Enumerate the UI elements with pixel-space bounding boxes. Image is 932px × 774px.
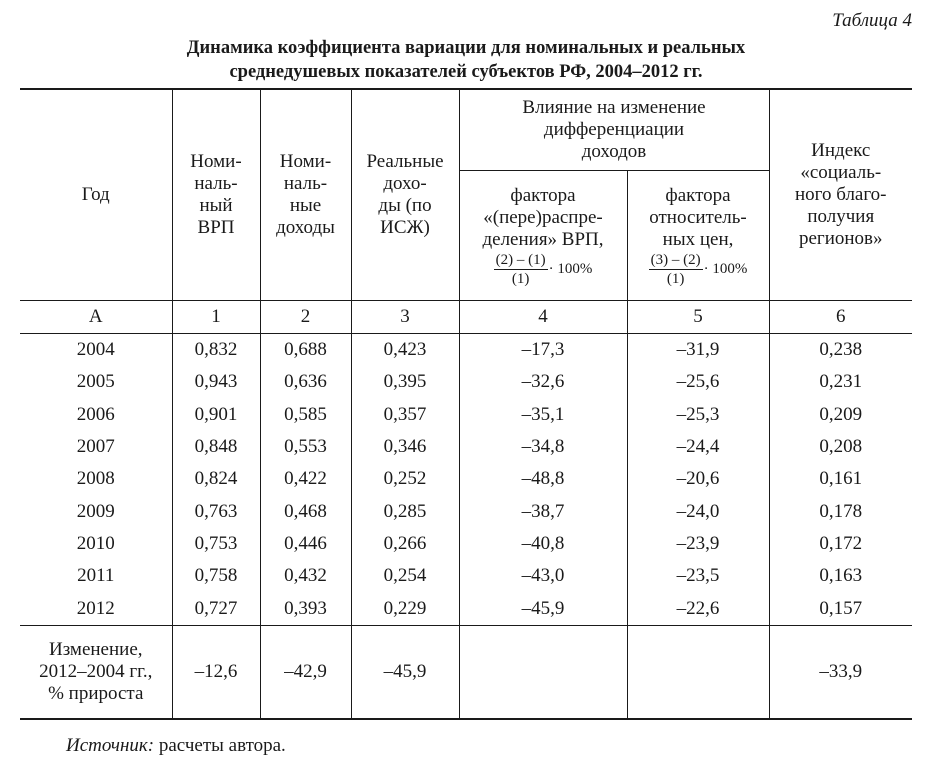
data-cell: 0,585	[260, 399, 351, 431]
column-number-row	[20, 301, 912, 334]
year-cell: 2008	[20, 463, 172, 495]
data-cell: –34,8	[459, 431, 627, 463]
change-cell: –45,9	[351, 625, 459, 719]
header-nominal-income	[260, 89, 351, 301]
data-cell: 0,231	[819, 371, 863, 393]
source-label: Источник:	[66, 735, 155, 756]
formula-multiplier: · 100%	[548, 261, 593, 277]
header-line: фактора	[510, 184, 576, 206]
header-real-income	[351, 89, 459, 301]
data-cell: 0,824	[172, 463, 260, 495]
data-cell: –23,5	[627, 560, 769, 592]
data-cell: 0,446	[260, 528, 351, 560]
data-cell: –24,4	[627, 431, 769, 463]
data-cell: –25,3	[627, 399, 769, 431]
header-year: Год	[20, 89, 172, 301]
data-cell: 0,357	[351, 399, 459, 431]
change-label-line: % прироста	[48, 682, 144, 704]
table-row	[20, 399, 912, 431]
table-row	[20, 592, 912, 625]
data-cell: –40,8	[459, 528, 627, 560]
column-number: 4	[459, 301, 627, 334]
source-note	[66, 735, 286, 757]
year-cell: 2005	[20, 366, 172, 398]
header-line: Номи-	[190, 151, 242, 172]
data-cell: 0,208	[819, 436, 863, 458]
header-line: Номи-	[279, 151, 332, 172]
data-cell: –43,0	[459, 560, 627, 592]
year-cell: 2009	[20, 495, 172, 527]
change-cell-empty	[459, 625, 627, 719]
year-cell: 2006	[20, 399, 172, 431]
title-line-2: среднедушевых показателей субъектов РФ, 2004–2012 гг.	[229, 62, 703, 82]
header-line: Влияние на изменение	[522, 97, 706, 118]
data-cell: 0,254	[351, 560, 459, 592]
year-cell: 2010	[20, 528, 172, 560]
header-line: дохо-	[383, 173, 427, 194]
year-cell: 2012	[20, 592, 172, 625]
data-cell: 0,161	[819, 468, 863, 490]
header-line: «социаль-	[800, 162, 882, 183]
header-relative-prices-factor	[627, 171, 769, 301]
column-number: 6	[769, 301, 912, 334]
table-row	[20, 495, 912, 527]
header-line: доходы	[276, 217, 335, 238]
data-cell: –20,6	[627, 463, 769, 495]
data-table	[20, 88, 912, 720]
formula-numerator: (2) – (1)	[495, 251, 546, 268]
formula	[628, 253, 769, 287]
data-cell: –35,1	[459, 399, 627, 431]
header-line: наль-	[194, 173, 238, 194]
data-cell: 0,636	[260, 366, 351, 398]
data-cell: 0,346	[351, 431, 459, 463]
header-line: «(пере)распре-	[483, 206, 603, 228]
header-line: Индекс	[811, 140, 871, 161]
header-welfare-index	[769, 89, 912, 301]
header-line: регионов»	[798, 228, 883, 249]
table-title	[0, 36, 932, 84]
source-text: расчеты автора.	[154, 735, 286, 756]
formula	[460, 253, 627, 287]
table-row	[20, 528, 912, 560]
header-line: наль-	[283, 173, 328, 194]
change-cell: –33,9	[769, 625, 912, 719]
data-cell: 0,393	[260, 592, 351, 625]
data-cell: –22,6	[627, 592, 769, 625]
data-cell: 0,468	[260, 495, 351, 527]
header-line: Реальные	[366, 151, 444, 172]
change-row	[20, 625, 912, 719]
title-line-1: Динамика коэффициента вариации для номинальных и реальных	[186, 38, 746, 58]
data-cell: 0,285	[351, 495, 459, 527]
table-number-label: Таблица 4	[832, 10, 912, 31]
column-number: А	[20, 301, 172, 334]
data-cell: 0,395	[351, 366, 459, 398]
table-row	[20, 560, 912, 592]
change-cell: –12,6	[172, 625, 260, 719]
header-line: ных цен,	[662, 228, 734, 250]
column-number: 2	[260, 301, 351, 334]
data-cell: –32,6	[459, 366, 627, 398]
change-cell-empty	[627, 625, 769, 719]
header-line: ного благо-	[795, 184, 887, 205]
data-cell: 0,848	[172, 431, 260, 463]
header-redistribution-factor	[459, 171, 627, 301]
data-cell: 0,432	[260, 560, 351, 592]
data-cell: –45,9	[459, 592, 627, 625]
column-number: 1	[172, 301, 260, 334]
header-influence-group	[459, 89, 769, 171]
data-cell: 0,238	[819, 339, 863, 361]
data-cell: –24,0	[627, 495, 769, 527]
data-cell: 0,832	[172, 334, 260, 367]
year-cell: 2004	[20, 334, 172, 367]
data-cell: 0,758	[172, 560, 260, 592]
data-cell: 0,163	[819, 565, 863, 587]
change-label-line: Изменение,	[48, 638, 143, 660]
header-line: ВРП	[197, 217, 235, 238]
header-line: ИСЖ)	[380, 217, 430, 238]
header-line: деления» ВРП,	[482, 228, 604, 250]
data-cell: 0,553	[260, 431, 351, 463]
data-cell: –23,9	[627, 528, 769, 560]
change-cell: –42,9	[260, 625, 351, 719]
data-cell: 0,727	[172, 592, 260, 625]
data-cell: 0,157	[819, 597, 863, 619]
table-row	[20, 463, 912, 495]
change-label-cell	[20, 625, 172, 719]
data-cell: 0,943	[172, 366, 260, 398]
header-line: дифференциации	[543, 119, 685, 140]
data-cell: 0,266	[351, 528, 459, 560]
data-cell: 0,763	[172, 495, 260, 527]
formula-denominator: (1)	[666, 270, 685, 287]
data-cell: 0,209	[819, 403, 863, 425]
column-number: 5	[627, 301, 769, 334]
formula-denominator: (1)	[511, 270, 530, 287]
data-cell: 0,422	[260, 463, 351, 495]
data-cell: –38,7	[459, 495, 627, 527]
header-nominal-grp	[172, 89, 260, 301]
data-cell: 0,753	[172, 528, 260, 560]
data-cell: –31,9	[627, 334, 769, 367]
formula-multiplier: · 100%	[703, 261, 748, 277]
header-line: получия	[807, 206, 875, 227]
header-line: ный	[199, 195, 233, 216]
data-cell: 0,172	[819, 532, 863, 554]
data-cell: 0,229	[351, 592, 459, 625]
year-cell: 2007	[20, 431, 172, 463]
data-cell: 0,688	[260, 334, 351, 367]
table-row	[20, 366, 912, 398]
table-row	[20, 334, 912, 367]
header-line: ды (по	[378, 195, 432, 216]
year-cell: 2011	[20, 560, 172, 592]
data-cell: 0,252	[351, 463, 459, 495]
column-number: 3	[351, 301, 459, 334]
header-line: ные	[289, 195, 322, 216]
header-line: фактора	[665, 184, 731, 206]
data-cell: 0,423	[351, 334, 459, 367]
header-line: доходов	[581, 141, 647, 162]
change-label-line: 2012–2004 гг.,	[39, 660, 153, 682]
table-row	[20, 431, 912, 463]
data-cell: 0,178	[819, 500, 863, 522]
header-line: относитель-	[649, 206, 747, 228]
data-cell: –25,6	[627, 366, 769, 398]
data-cell: –17,3	[459, 334, 627, 367]
data-cell: –48,8	[459, 463, 627, 495]
formula-numerator: (3) – (2)	[650, 251, 701, 268]
data-cell: 0,901	[172, 399, 260, 431]
